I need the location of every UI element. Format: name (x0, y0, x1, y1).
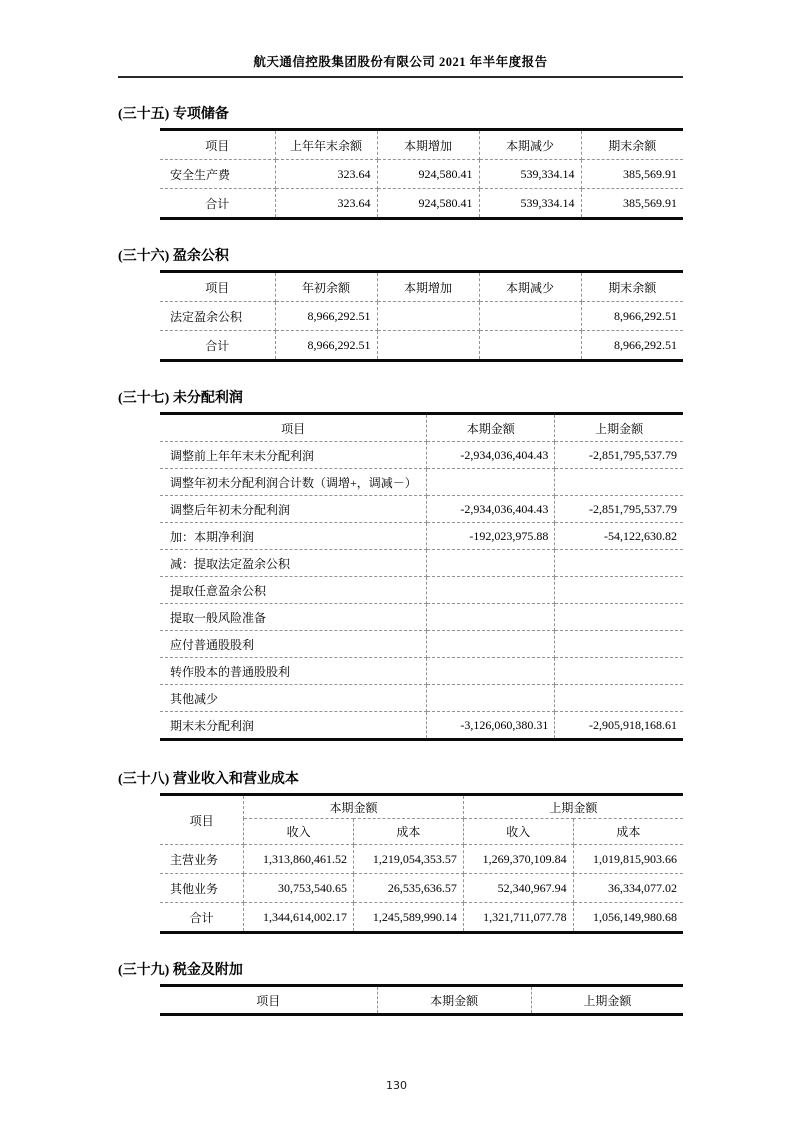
row-label: 转作股本的普通股股利 (160, 658, 427, 685)
column-header: 本期增加 (377, 130, 479, 160)
row-label: 减：提取法定盈余公积 (160, 550, 427, 577)
empty-cell (427, 550, 555, 577)
empty-cell (555, 550, 683, 577)
amount-cell: 52,340,967.94 (463, 874, 573, 903)
column-header: 本期金额 (427, 414, 555, 442)
column-subheader: 成本 (573, 819, 683, 845)
table-row (160, 550, 683, 577)
column-header: 期末余额 (581, 130, 683, 160)
column-header: 项目 (160, 130, 275, 160)
row-label: 提取一般风险准备 (160, 604, 427, 631)
column-header: 本期金额 (377, 986, 531, 1015)
column-header: 项目 (160, 986, 377, 1015)
amount-cell: 924,580.41 (377, 189, 479, 219)
row-label: 其他业务 (160, 874, 244, 903)
table-total-row (160, 903, 683, 933)
table-row (160, 496, 683, 523)
row-label: 调整年初未分配利润合计数（调增+，调减－） (160, 469, 427, 496)
row-label: 调整后年初未分配利润 (160, 496, 427, 523)
amount-cell: 1,219,054,353.57 (354, 845, 464, 874)
table-row (160, 685, 683, 712)
surplus-reserves-table (160, 270, 683, 362)
row-label: 加：本期净利润 (160, 523, 427, 550)
column-header: 上年年末余额 (275, 130, 377, 160)
amount-cell: 1,344,614,002.17 (244, 903, 354, 933)
row-label: 合计 (160, 189, 275, 219)
amount-cell: 1,321,711,077.78 (463, 903, 573, 933)
column-header: 期末余额 (581, 272, 683, 302)
column-subheader: 成本 (354, 819, 464, 845)
table-row (160, 631, 683, 658)
table-row (160, 442, 683, 469)
column-header: 年初余额 (275, 272, 377, 302)
row-label: 其他减少 (160, 685, 427, 712)
amount-cell: -2,851,795,537.79 (555, 496, 683, 523)
empty-cell (555, 577, 683, 604)
section-title-35: (三十五) 专项储备 (118, 107, 229, 122)
empty-cell (427, 469, 555, 496)
row-label: 期末未分配利润 (160, 712, 427, 740)
table-header-row (160, 414, 683, 442)
amount-cell: 323.64 (275, 160, 377, 189)
table-total-row (160, 189, 683, 219)
amount-cell: -54,122,630.82 (555, 523, 683, 550)
amount-cell: 30,753,540.65 (244, 874, 354, 903)
amount-cell: 1,313,860,461.52 (244, 845, 354, 874)
table-row (160, 845, 683, 874)
column-header: 项目 (160, 414, 427, 442)
special-reserves-table (160, 128, 683, 220)
amount-cell: 26,535,636.57 (354, 874, 464, 903)
taxes-surcharges-table (160, 984, 683, 1016)
amount-cell: 8,966,292.51 (275, 302, 377, 331)
empty-cell (377, 302, 479, 331)
row-label: 合计 (160, 903, 244, 933)
table-row (160, 469, 683, 496)
empty-cell (427, 577, 555, 604)
column-header: 上期金额 (555, 414, 683, 442)
amount-cell: 924,580.41 (377, 160, 479, 189)
amount-cell: -2,905,918,168.61 (555, 712, 683, 740)
column-group-header: 上期金额 (463, 795, 683, 819)
empty-cell (555, 604, 683, 631)
empty-cell (555, 469, 683, 496)
column-header: 上期金额 (531, 986, 683, 1015)
amount-cell: 1,245,589,990.14 (354, 903, 464, 933)
column-subheader: 收入 (463, 819, 573, 845)
amount-cell: -192,023,975.88 (427, 523, 555, 550)
amount-cell: 385,569.91 (581, 160, 683, 189)
empty-cell (427, 604, 555, 631)
table-group-header-row (160, 795, 683, 819)
table-row (160, 302, 683, 331)
table-total-row (160, 331, 683, 361)
section-title-36: (三十六) 盈余公积 (118, 249, 229, 264)
empty-cell (427, 631, 555, 658)
row-label: 调整前上年年末未分配利润 (160, 442, 427, 469)
amount-cell: 8,966,292.51 (581, 331, 683, 361)
empty-cell (555, 658, 683, 685)
table-row (160, 712, 683, 740)
empty-cell (427, 685, 555, 712)
amount-cell: 1,019,815,903.66 (573, 845, 683, 874)
revenue-cost-table (160, 793, 683, 934)
empty-cell (555, 685, 683, 712)
undistributed-profit-table (160, 412, 683, 741)
table-row (160, 160, 683, 189)
column-group-header: 本期金额 (244, 795, 464, 819)
amount-cell: -2,934,036,404.43 (427, 442, 555, 469)
amount-cell: -2,934,036,404.43 (427, 496, 555, 523)
column-header: 本期减少 (479, 272, 581, 302)
table-row (160, 523, 683, 550)
page-number: 130 (386, 1079, 407, 1092)
amount-cell: 323.64 (275, 189, 377, 219)
amount-cell: 385,569.91 (581, 189, 683, 219)
amount-cell: 8,966,292.51 (581, 302, 683, 331)
amount-cell: 539,334.14 (479, 189, 581, 219)
section-title-37: (三十七) 未分配利润 (118, 391, 243, 406)
amount-cell: 8,966,292.51 (275, 331, 377, 361)
empty-cell (377, 331, 479, 361)
empty-cell (479, 302, 581, 331)
amount-cell: 36,334,077.02 (573, 874, 683, 903)
amount-cell: 1,056,149,980.68 (573, 903, 683, 933)
row-label: 提取任意盈余公积 (160, 577, 427, 604)
table-row (160, 604, 683, 631)
amount-cell: -2,851,795,537.79 (555, 442, 683, 469)
empty-cell (479, 331, 581, 361)
amount-cell: 1,269,370,109.84 (463, 845, 573, 874)
row-label: 合计 (160, 331, 275, 361)
amount-cell: -3,126,060,380.31 (427, 712, 555, 740)
empty-cell (427, 658, 555, 685)
section-title-38: (三十八) 营业收入和营业成本 (118, 772, 299, 787)
table-row (160, 577, 683, 604)
table-row (160, 658, 683, 685)
table-header-row (160, 130, 683, 160)
column-header: 项目 (160, 795, 244, 845)
section-title-39: (三十九) 税金及附加 (118, 963, 243, 978)
table-header-row (160, 272, 683, 302)
row-label: 应付普通股股利 (160, 631, 427, 658)
column-subheader: 收入 (244, 819, 354, 845)
row-label: 安全生产费 (160, 160, 275, 189)
empty-cell (555, 631, 683, 658)
table-header-row (160, 986, 683, 1015)
amount-cell: 539,334.14 (479, 160, 581, 189)
table-row (160, 874, 683, 903)
column-header: 本期减少 (479, 130, 581, 160)
row-label: 法定盈余公积 (160, 302, 275, 331)
row-label: 主营业务 (160, 845, 244, 874)
document-header-title: 航天通信控股集团股份有限公司 2021 年半年度报告 (118, 52, 683, 78)
column-header: 项目 (160, 272, 275, 302)
column-header: 本期增加 (377, 272, 479, 302)
